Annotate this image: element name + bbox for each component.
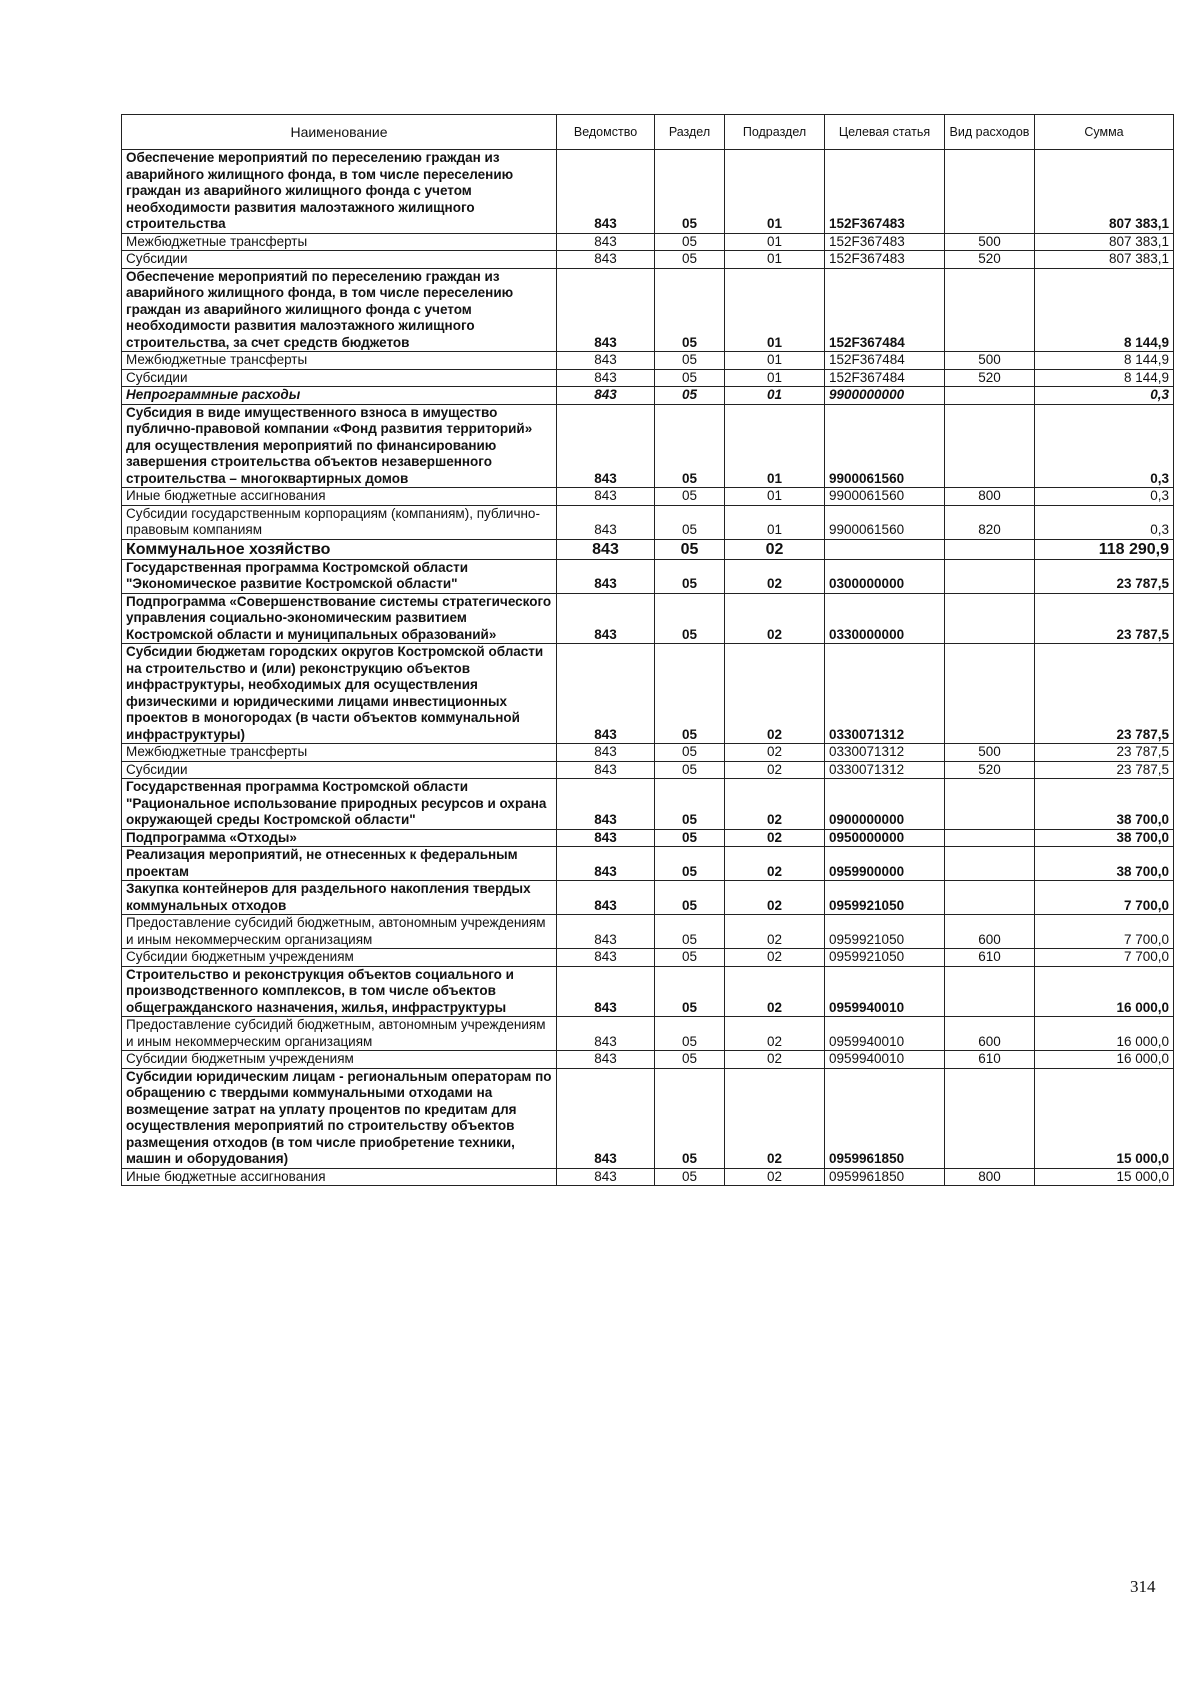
cell-target: 0959900000 — [825, 847, 945, 881]
table-row — [122, 352, 1174, 370]
table-row — [122, 744, 1174, 762]
cell-target: 0959940010 — [825, 1051, 945, 1069]
cell-vedomstvo: 843 — [557, 559, 655, 593]
cell-podrazdel: 02 — [725, 779, 825, 830]
cell-name: Иные бюджетные ассигнования — [122, 488, 557, 506]
cell-sum: 15 000,0 — [1035, 1168, 1174, 1186]
cell-target: 0959921050 — [825, 949, 945, 967]
cell-podrazdel: 02 — [725, 966, 825, 1017]
cell-type: 610 — [945, 1051, 1035, 1069]
cell-podrazdel: 01 — [725, 150, 825, 234]
cell-razdel: 05 — [655, 949, 725, 967]
cell-vedomstvo: 843 — [557, 369, 655, 387]
cell-type — [945, 559, 1035, 593]
cell-podrazdel: 02 — [725, 539, 825, 559]
cell-razdel: 05 — [655, 404, 725, 488]
cell-name: Субсидии бюджетным учреждениям — [122, 1051, 557, 1069]
cell-name: Субсидии — [122, 251, 557, 269]
cell-razdel: 05 — [655, 251, 725, 269]
cell-podrazdel: 02 — [725, 1168, 825, 1186]
cell-podrazdel: 02 — [725, 847, 825, 881]
cell-sum: 0,3 — [1035, 404, 1174, 488]
cell-vedomstvo: 843 — [557, 387, 655, 405]
cell-name: Субсидия в виде имущественного взноса в имущество публично-правовой компании «Фонд развития территорий» для осуществления мероприятий по финансированию завершения строительства объектов незавершенного строительства – многоквартирных домов — [122, 404, 557, 488]
cell-razdel: 05 — [655, 644, 725, 744]
cell-razdel: 05 — [655, 505, 725, 539]
cell-name: Обеспечение мероприятий по переселению граждан из аварийного жилищного фонда, в том числе переселению граждан из аварийного жилищного фонда с учетом необходимости развития малоэтажного жилищного строительства — [122, 150, 557, 234]
cell-name: Иные бюджетные ассигнования — [122, 1168, 557, 1186]
cell-type — [945, 1068, 1035, 1168]
cell-name: Субсидии юридическим лицам - региональным операторам по обращению с твердыми коммунальными отходами на возмещение затрат на уплату процентов по кредитам для осуществления мероприятий по строительству объектов размещения отходов (в том числе приобретение техники, машин и оборудования) — [122, 1068, 557, 1168]
cell-target: 0900000000 — [825, 779, 945, 830]
header-target: Целевая статья — [825, 115, 945, 150]
cell-sum: 23 787,5 — [1035, 559, 1174, 593]
cell-razdel: 05 — [655, 268, 725, 352]
cell-razdel: 05 — [655, 539, 725, 559]
cell-razdel: 05 — [655, 829, 725, 847]
cell-target: 152F367484 — [825, 369, 945, 387]
cell-type — [945, 268, 1035, 352]
cell-name: Предоставление субсидий бюджетным, автономным учреждениям и иным некоммерческим организациям — [122, 1017, 557, 1051]
cell-target: 9900061560 — [825, 488, 945, 506]
cell-target: 152F367483 — [825, 251, 945, 269]
cell-sum: 7 700,0 — [1035, 881, 1174, 915]
cell-type: 600 — [945, 915, 1035, 949]
cell-name: Государственная программа Костромской области "Экономическое развитие Костромской области" — [122, 559, 557, 593]
cell-type: 800 — [945, 488, 1035, 506]
table-row — [122, 488, 1174, 506]
cell-sum: 118 290,9 — [1035, 539, 1174, 559]
cell-sum: 807 383,1 — [1035, 233, 1174, 251]
cell-name: Подпрограмма «Отходы» — [122, 829, 557, 847]
table-row — [122, 369, 1174, 387]
cell-razdel: 05 — [655, 1068, 725, 1168]
cell-type — [945, 881, 1035, 915]
cell-razdel: 05 — [655, 559, 725, 593]
cell-target: 9900061560 — [825, 505, 945, 539]
cell-razdel: 05 — [655, 369, 725, 387]
cell-vedomstvo: 843 — [557, 829, 655, 847]
cell-target: 0959940010 — [825, 1017, 945, 1051]
cell-vedomstvo: 843 — [557, 1017, 655, 1051]
cell-type: 820 — [945, 505, 1035, 539]
cell-podrazdel: 01 — [725, 251, 825, 269]
cell-target: 0330071312 — [825, 644, 945, 744]
cell-razdel: 05 — [655, 387, 725, 405]
table-row — [122, 404, 1174, 488]
cell-sum: 23 787,5 — [1035, 744, 1174, 762]
cell-name: Субсидии государственным корпорациям (компаниям), публично-правовым компаниям — [122, 505, 557, 539]
cell-podrazdel: 02 — [725, 1051, 825, 1069]
cell-name: Подпрограмма «Совершенствование системы стратегического управления социально-экономическим развитием Костромской области и муниципальных образований» — [122, 593, 557, 644]
cell-razdel: 05 — [655, 352, 725, 370]
cell-vedomstvo: 843 — [557, 847, 655, 881]
cell-type: 600 — [945, 1017, 1035, 1051]
cell-sum: 7 700,0 — [1035, 949, 1174, 967]
cell-target: 0959921050 — [825, 915, 945, 949]
cell-sum: 0,3 — [1035, 505, 1174, 539]
cell-vedomstvo: 843 — [557, 779, 655, 830]
cell-razdel: 05 — [655, 233, 725, 251]
cell-target: 9900000000 — [825, 387, 945, 405]
table-row — [122, 505, 1174, 539]
cell-type: 800 — [945, 1168, 1035, 1186]
cell-name: Коммунальное хозяйство — [122, 539, 557, 559]
cell-razdel: 05 — [655, 761, 725, 779]
cell-vedomstvo: 843 — [557, 915, 655, 949]
cell-sum: 8 144,9 — [1035, 268, 1174, 352]
table-row — [122, 829, 1174, 847]
cell-vedomstvo: 843 — [557, 1168, 655, 1186]
cell-type: 520 — [945, 761, 1035, 779]
table-row — [122, 644, 1174, 744]
cell-podrazdel: 02 — [725, 915, 825, 949]
cell-podrazdel: 02 — [725, 829, 825, 847]
cell-razdel: 05 — [655, 1051, 725, 1069]
cell-podrazdel: 02 — [725, 1017, 825, 1051]
cell-podrazdel: 01 — [725, 387, 825, 405]
cell-type: 520 — [945, 251, 1035, 269]
page-number: 314 — [1130, 1577, 1156, 1596]
cell-podrazdel: 02 — [725, 949, 825, 967]
cell-sum: 15 000,0 — [1035, 1068, 1174, 1168]
table-row — [122, 966, 1174, 1017]
cell-razdel: 05 — [655, 881, 725, 915]
cell-sum: 16 000,0 — [1035, 1051, 1174, 1069]
cell-target: 0959940010 — [825, 966, 945, 1017]
cell-target: 9900061560 — [825, 404, 945, 488]
cell-podrazdel: 02 — [725, 744, 825, 762]
cell-razdel: 05 — [655, 1017, 725, 1051]
cell-vedomstvo: 843 — [557, 251, 655, 269]
cell-podrazdel: 01 — [725, 268, 825, 352]
cell-name: Субсидии — [122, 761, 557, 779]
cell-target: 0950000000 — [825, 829, 945, 847]
cell-vedomstvo: 843 — [557, 644, 655, 744]
table-row — [122, 761, 1174, 779]
cell-name: Обеспечение мероприятий по переселению граждан из аварийного жилищного фонда, в том числе переселению граждан из аварийного жилищного фонда с учетом необходимости развития малоэтажного жилищного строительства, за счет средств бюджетов — [122, 268, 557, 352]
cell-razdel: 05 — [655, 779, 725, 830]
cell-vedomstvo: 843 — [557, 1068, 655, 1168]
cell-name: Закупка контейнеров для раздельного накопления твердых коммунальных отходов — [122, 881, 557, 915]
cell-type — [945, 593, 1035, 644]
cell-target: 0330000000 — [825, 593, 945, 644]
cell-type — [945, 404, 1035, 488]
cell-sum: 16 000,0 — [1035, 1017, 1174, 1051]
cell-podrazdel: 02 — [725, 644, 825, 744]
cell-razdel: 05 — [655, 744, 725, 762]
table-row — [122, 268, 1174, 352]
cell-vedomstvo: 843 — [557, 268, 655, 352]
cell-sum: 807 383,1 — [1035, 150, 1174, 234]
cell-sum: 23 787,5 — [1035, 761, 1174, 779]
cell-vedomstvo: 843 — [557, 1051, 655, 1069]
cell-sum: 8 144,9 — [1035, 352, 1174, 370]
cell-podrazdel: 01 — [725, 352, 825, 370]
cell-podrazdel: 01 — [725, 233, 825, 251]
table-row — [122, 949, 1174, 967]
cell-name: Межбюджетные трансферты — [122, 744, 557, 762]
cell-podrazdel: 02 — [725, 1068, 825, 1168]
header-razdel: Раздел — [655, 115, 725, 150]
table-row — [122, 1051, 1174, 1069]
cell-razdel: 05 — [655, 488, 725, 506]
header-type: Вид расходов — [945, 115, 1035, 150]
table-row — [122, 233, 1174, 251]
cell-razdel: 05 — [655, 915, 725, 949]
cell-target: 0330071312 — [825, 761, 945, 779]
cell-razdel: 05 — [655, 593, 725, 644]
cell-sum: 807 383,1 — [1035, 251, 1174, 269]
cell-type — [945, 644, 1035, 744]
cell-sum: 38 700,0 — [1035, 847, 1174, 881]
table-row — [122, 847, 1174, 881]
cell-name: Государственная программа Костромской области "Рациональное использование природных ресурсов и охрана окружающей среды Костромской области" — [122, 779, 557, 830]
cell-type — [945, 387, 1035, 405]
table-body — [122, 150, 1174, 1186]
table-row — [122, 915, 1174, 949]
cell-target: 0959921050 — [825, 881, 945, 915]
table-row — [122, 1017, 1174, 1051]
cell-podrazdel: 01 — [725, 488, 825, 506]
cell-sum: 38 700,0 — [1035, 779, 1174, 830]
cell-type — [945, 829, 1035, 847]
table-header-row — [122, 115, 1174, 150]
header-vedomstvo: Ведомство — [557, 115, 655, 150]
table-row — [122, 251, 1174, 269]
cell-type: 500 — [945, 233, 1035, 251]
cell-razdel: 05 — [655, 966, 725, 1017]
cell-type: 500 — [945, 744, 1035, 762]
cell-vedomstvo: 843 — [557, 488, 655, 506]
cell-sum: 38 700,0 — [1035, 829, 1174, 847]
cell-podrazdel: 02 — [725, 881, 825, 915]
cell-type — [945, 539, 1035, 559]
budget-table — [121, 114, 1174, 1186]
cell-target: 0300000000 — [825, 559, 945, 593]
cell-podrazdel: 02 — [725, 559, 825, 593]
table-row — [122, 593, 1174, 644]
cell-target: 0959961850 — [825, 1068, 945, 1168]
cell-vedomstvo: 843 — [557, 352, 655, 370]
cell-sum: 8 144,9 — [1035, 369, 1174, 387]
table-row — [122, 1068, 1174, 1168]
cell-name: Субсидии бюджетам городских округов Костромской области на строительство и (или) реконструкцию объектов инфраструктуры, необходимых для осуществления физическими и юридическими лицами инвестиционных проектов в моногородах (в части объектов коммунальной инфраструктуры) — [122, 644, 557, 744]
cell-type — [945, 779, 1035, 830]
cell-target — [825, 539, 945, 559]
cell-target: 152F367484 — [825, 352, 945, 370]
cell-name: Строительство и реконструкция объектов социального и производственного комплексов, в том числе объектов общегражданского назначения, жилья, инфраструктуры — [122, 966, 557, 1017]
cell-name: Межбюджетные трансферты — [122, 352, 557, 370]
cell-vedomstvo: 843 — [557, 539, 655, 559]
cell-name: Субсидии — [122, 369, 557, 387]
cell-podrazdel: 02 — [725, 761, 825, 779]
cell-podrazdel: 01 — [725, 505, 825, 539]
cell-type: 610 — [945, 949, 1035, 967]
table-row — [122, 881, 1174, 915]
cell-target: 152F367483 — [825, 150, 945, 234]
cell-vedomstvo: 843 — [557, 505, 655, 539]
cell-vedomstvo: 843 — [557, 233, 655, 251]
cell-target: 0959961850 — [825, 1168, 945, 1186]
header-podrazdel: Подраздел — [725, 115, 825, 150]
cell-sum: 23 787,5 — [1035, 644, 1174, 744]
header-name: Наименование — [122, 115, 557, 150]
cell-vedomstvo: 843 — [557, 966, 655, 1017]
cell-vedomstvo: 843 — [557, 949, 655, 967]
cell-vedomstvo: 843 — [557, 150, 655, 234]
cell-podrazdel: 02 — [725, 593, 825, 644]
cell-type — [945, 150, 1035, 234]
cell-target: 152F367484 — [825, 268, 945, 352]
cell-name: Предоставление субсидий бюджетным, автономным учреждениям и иным некоммерческим организациям — [122, 915, 557, 949]
cell-target: 152F367483 — [825, 233, 945, 251]
cell-sum: 16 000,0 — [1035, 966, 1174, 1017]
cell-type — [945, 966, 1035, 1017]
cell-sum: 23 787,5 — [1035, 593, 1174, 644]
cell-name: Межбюджетные трансферты — [122, 233, 557, 251]
cell-name: Реализация мероприятий, не отнесенных к федеральным проектам — [122, 847, 557, 881]
table-row — [122, 559, 1174, 593]
cell-type: 520 — [945, 369, 1035, 387]
cell-vedomstvo: 843 — [557, 404, 655, 488]
cell-vedomstvo: 843 — [557, 744, 655, 762]
cell-vedomstvo: 843 — [557, 881, 655, 915]
cell-name: Непрограммные расходы — [122, 387, 557, 405]
cell-target: 0330071312 — [825, 744, 945, 762]
cell-podrazdel: 01 — [725, 369, 825, 387]
cell-razdel: 05 — [655, 847, 725, 881]
cell-name: Субсидии бюджетным учреждениям — [122, 949, 557, 967]
cell-razdel: 05 — [655, 1168, 725, 1186]
cell-vedomstvo: 843 — [557, 761, 655, 779]
cell-razdel: 05 — [655, 150, 725, 234]
table-row — [122, 1168, 1174, 1186]
cell-sum: 0,3 — [1035, 387, 1174, 405]
cell-sum: 7 700,0 — [1035, 915, 1174, 949]
table-row — [122, 539, 1174, 559]
table-row — [122, 387, 1174, 405]
cell-type: 500 — [945, 352, 1035, 370]
cell-sum: 0,3 — [1035, 488, 1174, 506]
header-sum: Сумма — [1035, 115, 1174, 150]
cell-type — [945, 847, 1035, 881]
table-row — [122, 779, 1174, 830]
cell-vedomstvo: 843 — [557, 593, 655, 644]
table-row — [122, 150, 1174, 234]
cell-podrazdel: 01 — [725, 404, 825, 488]
